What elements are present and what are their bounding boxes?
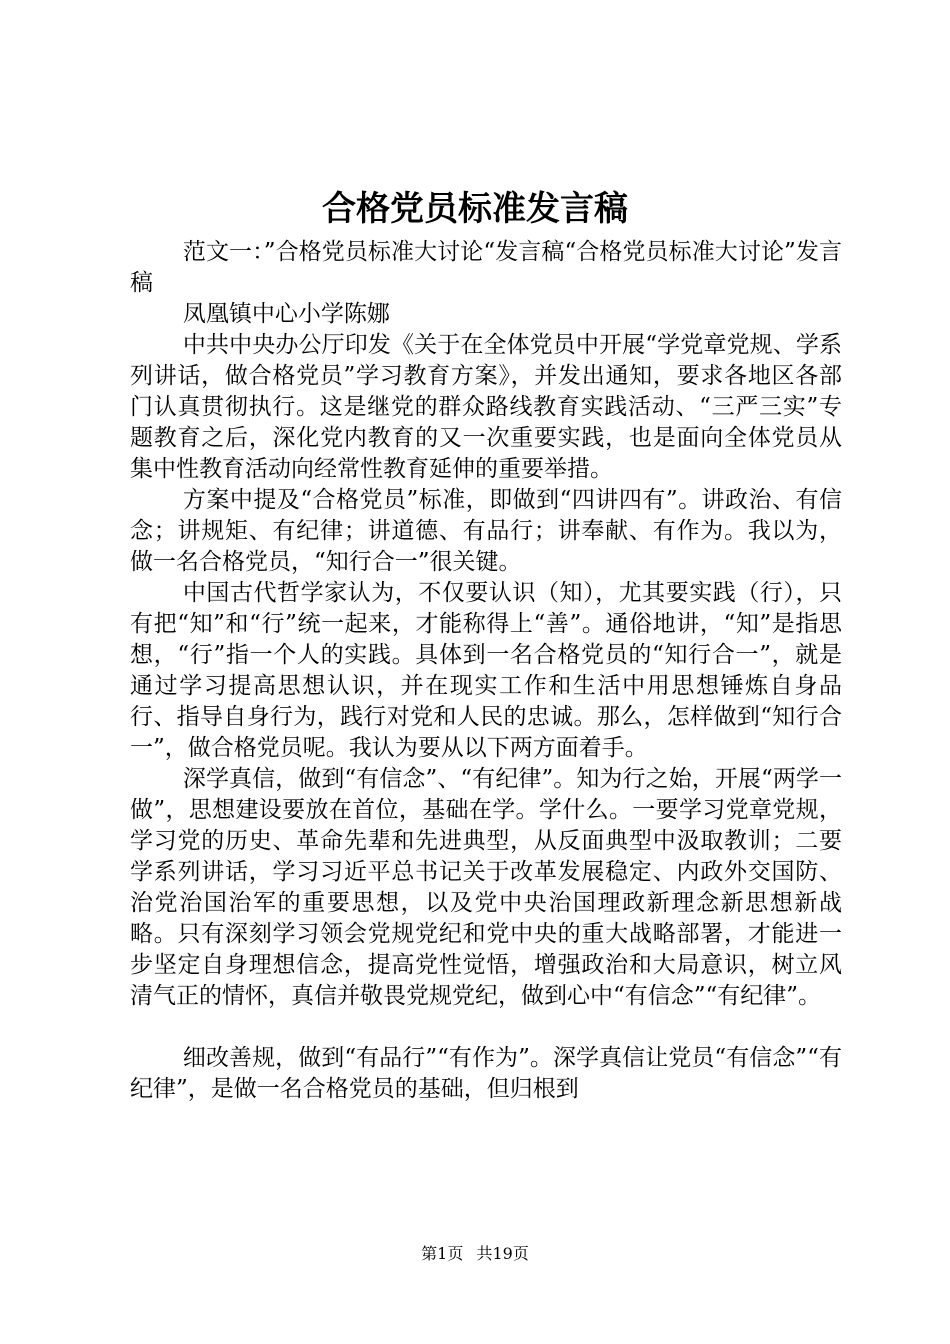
page-footer <box>0 1243 950 1265</box>
paragraph: 中共中央办公厅印发《关于在全体党员中开展“学党章党规、学系列讲话，做合格党员”学习教育方案》，并发出通知，要求各地区各部门认真贯彻执行。这是继党的群众路线教育实践活动、“三严三实”专题教育之后，深化党内教育的又一次重要实践，也是面向全体党员从集中性教育活动向经常性教育延伸的重要举措。 <box>130 332 842 482</box>
page-number: 第1页 <box>421 1244 464 1263</box>
paragraph-heading-line: 范文一：”合格党员标准大讨论“发言稿“合格党员标准大讨论”发言稿 <box>130 239 842 296</box>
paragraph: 方案中提及“合格党员”标准，即做到“四讲四有”。讲政治、有信念；讲规矩、有纪律；讲道德、有品行；讲奉献、有作为。我以为，做一名合格党员，“知行合一”很关键。 <box>130 487 842 575</box>
paragraph-author: 凤凰镇中心小学陈娜 <box>182 301 390 327</box>
document-title: 合格党员标准发言稿 <box>322 189 628 229</box>
page-total: 共19页 <box>476 1244 529 1263</box>
paragraph: 中国古代哲学家认为，不仅要认识（知），尤其要实践（行），只有把“知”和“行”统一起来，才能称得上“善”。通俗地讲，“知”是指思想，“行”指一个人的实践。具体到一名合格党员的“知行合一”，就是通过学习提高思想认识，并在现实工作和生活中用思想锤炼自身品行、指导自身行为，践行对党和人民的忠诚。那么，怎样做到“知行合一”，做合格党员呢。我认为要从以下两方面着手。 <box>130 580 842 761</box>
paragraph: 细改善规，做到“有品行”“有作为”。深学真信让党员“有信念”“有纪律”，是做一名合格党员的基础，但归根到 <box>130 1045 842 1102</box>
paragraph: 深学真信，做到“有信念”、“有纪律”。知为行之始，开展“两学一做”，思想建设要放在首位，基础在学。学什么。一要学习党章党规，学习党的历史、革命先辈和先进典型，从反面典型中汲取教训；二要学系列讲话，学习习近平总书记关于改革发展稳定、内政外交国防、治党治国治军的重要思想，以及党中央治国理政新理念新思想新战略。只有深刻学习领会党规党纪和党中央的重大战略部署，才能进一步坚定自身理想信念，提高党性觉悟，增强政治和大局意识，树立风清气正的情怀，真信并敬畏党规党纪，做到心中“有信念”“有纪律”。 <box>130 766 842 1009</box>
document-body <box>130 237 842 1105</box>
